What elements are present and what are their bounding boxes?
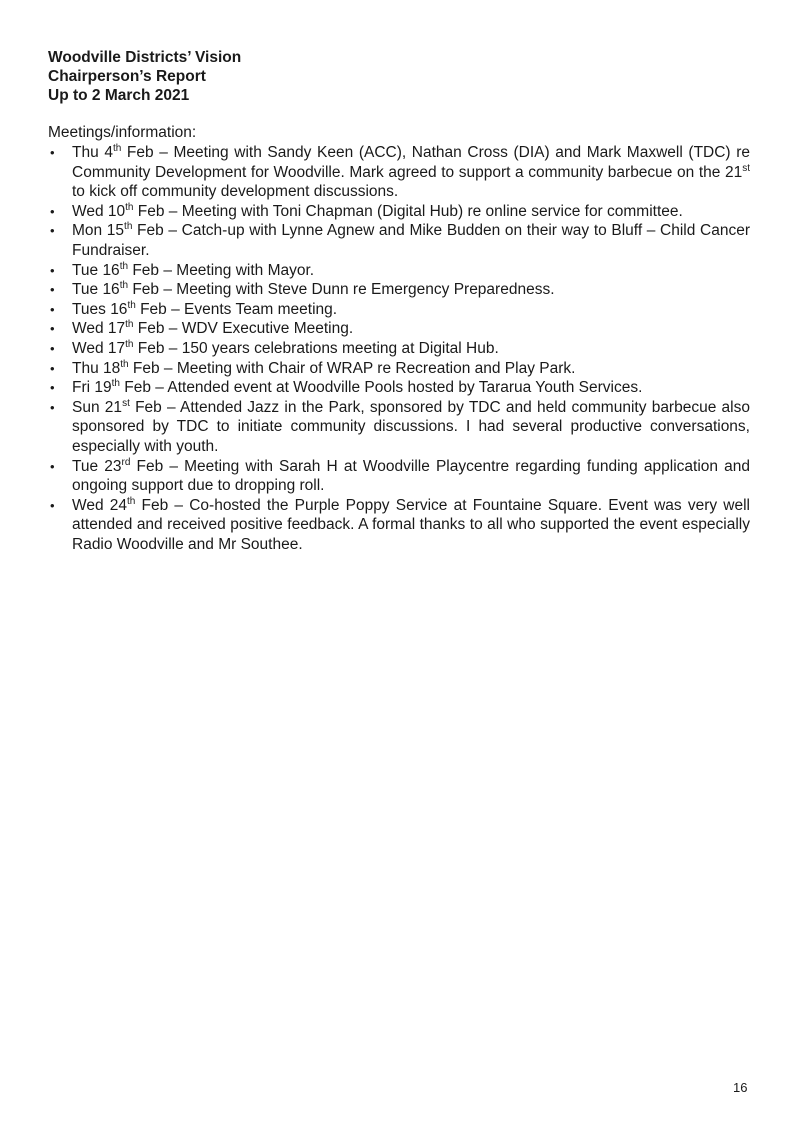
- list-item: • Tue 16th Feb – Meeting with Steve Dunn re Emergency Preparedness.: [50, 280, 555, 299]
- list-item: • Wed 24th Feb – Co-hosted the Purple Poppy Service at Fountaine Square. Event was very well attended and received positive feedback. A formal thanks to all who supported the event especially Radio Woodville and Mr Southee.: [50, 495, 750, 553]
- meetings-list: [48, 143, 750, 554]
- report-date: Up to 2 March 2021: [48, 87, 190, 104]
- bullet-icon: •: [50, 340, 55, 356]
- bullet-icon: •: [50, 497, 55, 513]
- report-title: Chairperson’s Report: [48, 68, 206, 85]
- list-item: • Wed 10th Feb – Meeting with Toni Chapman (Digital Hub) re online service for committee.: [50, 201, 683, 220]
- list-item: • Tues 16th Feb – Events Team meeting.: [50, 299, 338, 318]
- bullet-icon: •: [50, 203, 55, 219]
- list-item: • Wed 17th Feb – WDV Executive Meeting.: [50, 319, 354, 338]
- bullet-icon: •: [50, 301, 55, 317]
- bullet-icon: •: [50, 321, 55, 337]
- bullet-icon: •: [50, 380, 55, 396]
- bullet-icon: •: [50, 360, 55, 376]
- list-item: • Mon 15th Feb – Catch-up with Lynne Agnew and Mike Budden on their way to Bluff – Child Cancer Fundraiser.: [50, 221, 750, 259]
- list-item: • Sun 21st Feb – Attended Jazz in the Park, sponsored by TDC and held community barbecue also sponsored by TDC to initiate community discussions. I had several productive conversations, especially with youth.: [50, 397, 750, 455]
- bullet-icon: •: [50, 145, 55, 160]
- list-item: • Thu 4th Feb – Meeting with Sandy Keen (ACC), Nathan Cross (DIA) and Mark Maxwell (TDC) re Community Development for Woodville. Mark agreed to support a community barbecue on the 21st to kick off community development discussions.: [50, 143, 750, 201]
- organisation-title: Woodville Districts’ Vision: [48, 49, 242, 66]
- report-heading: [48, 48, 241, 105]
- bullet-icon: •: [50, 223, 55, 239]
- list-item: • Fri 19th Feb – Attended event at Woodville Pools hosted by Tararua Youth Services.: [50, 378, 643, 397]
- list-item: • Tue 16th Feb – Meeting with Mayor.: [50, 260, 315, 279]
- bullet-icon: •: [50, 282, 55, 298]
- bullet-icon: •: [50, 399, 55, 415]
- list-item: • Thu 18th Feb – Meeting with Chair of WRAP re Recreation and Play Park.: [50, 358, 576, 377]
- list-item: • Tue 23rd Feb – Meeting with Sarah H at Woodville Playcentre regarding funding application and ongoing support due to dropping roll.: [50, 456, 750, 495]
- page-number: 16: [733, 1080, 748, 1095]
- section-intro: Meetings/information:: [48, 124, 197, 141]
- bullet-icon: •: [50, 458, 55, 474]
- list-item: • Wed 17th Feb – 150 years celebrations meeting at Digital Hub.: [50, 338, 499, 357]
- bullet-icon: •: [50, 262, 55, 278]
